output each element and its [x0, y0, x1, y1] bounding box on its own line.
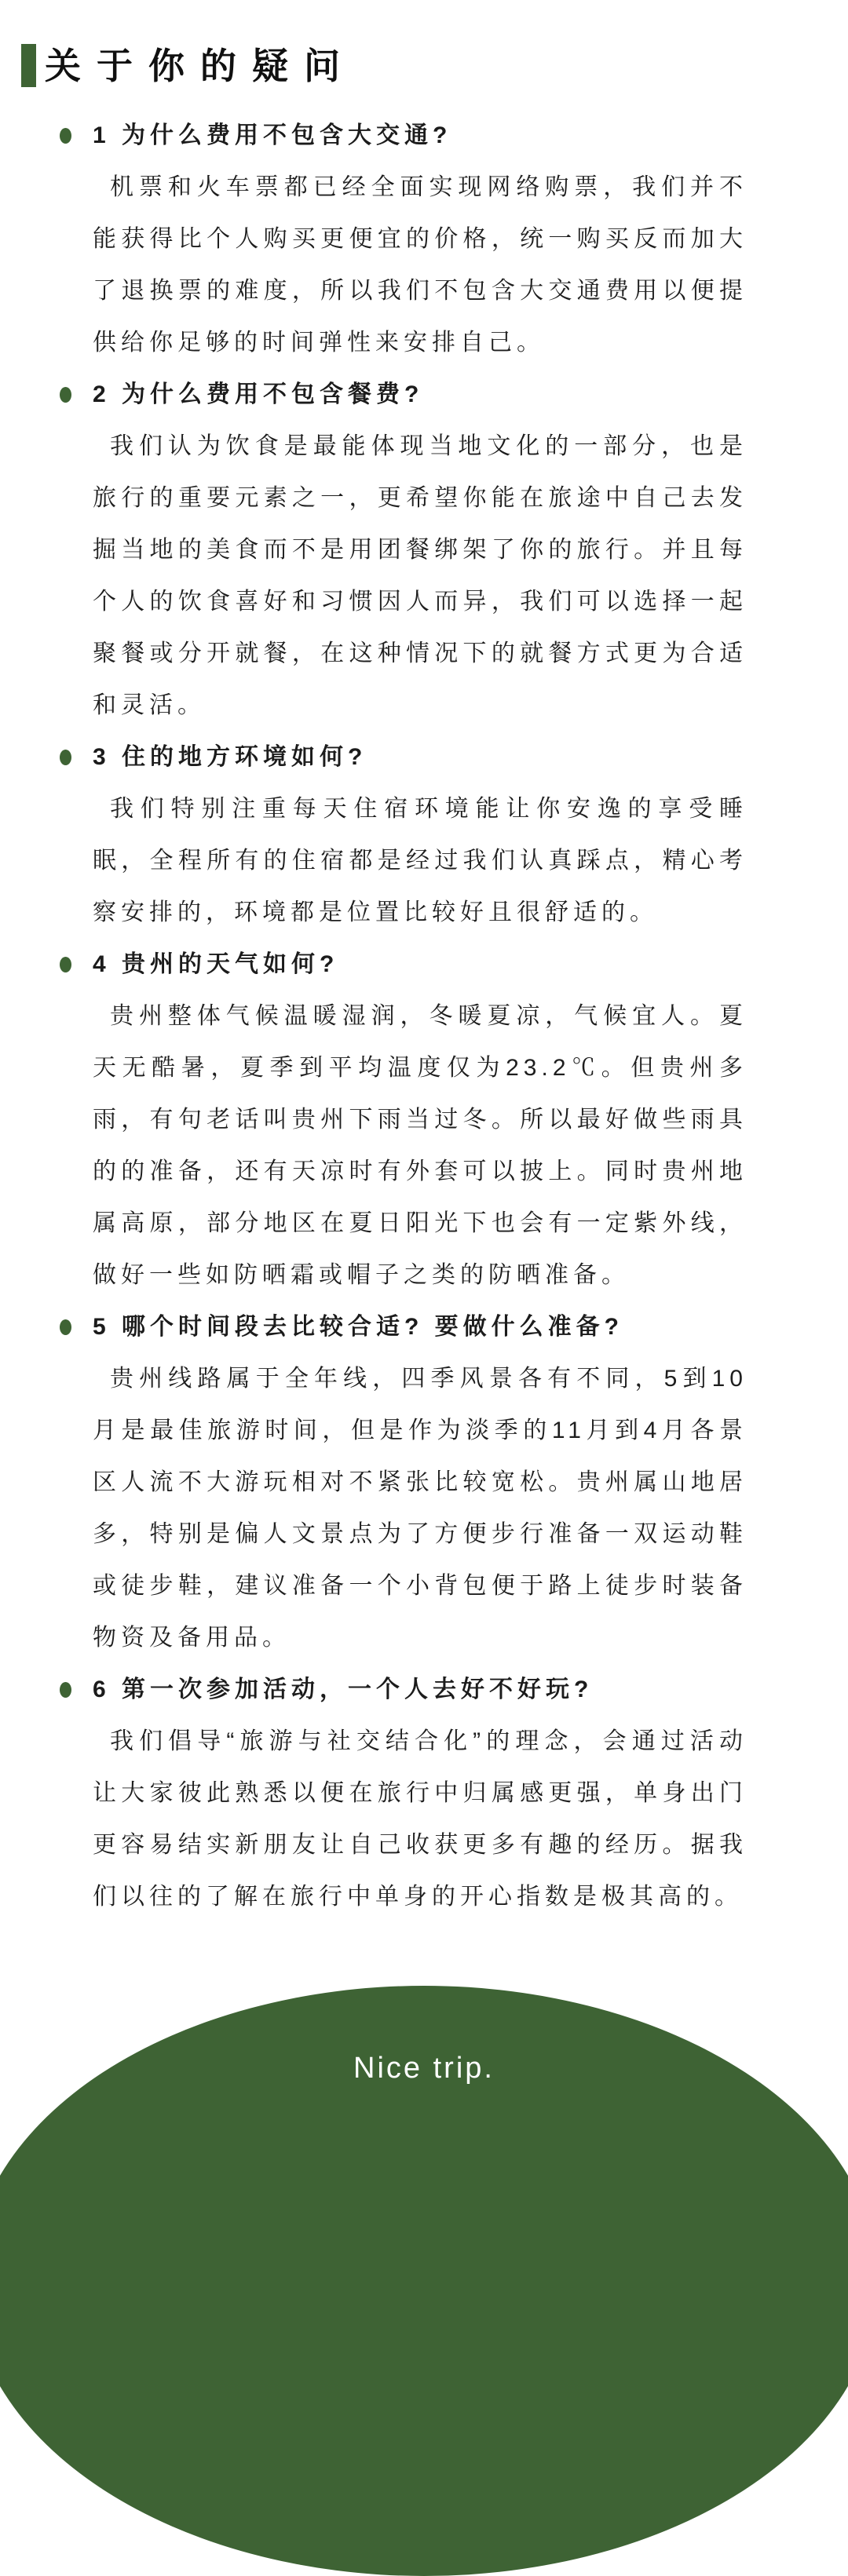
bullet-icon — [60, 1319, 71, 1335]
faq-item — [0, 110, 848, 369]
faq-question-text: 3 住的地方环境如何? — [93, 744, 367, 770]
page-title: 关于你的疑问 — [45, 46, 356, 86]
bullet-icon — [60, 128, 71, 144]
faq-answer: 我们倡导“旅游与社交结合化”的理念，会通过活动让大家彼此熟悉以便在旅行中归属感更强，单身出门更容易结实新朋友让自己收获更多有趣的经历。据我们以往的了解在旅行中单身的开心指数是极其高的。 — [93, 1728, 747, 1910]
header — [21, 44, 848, 88]
faq-answer: 贵州整体气候温暖湿润，冬暖夏凉，气候宜人。夏天无酷暑，夏季到平均温度仅为23.2℃。但贵州多雨，有句老话叫贵州下雨当过冬。所以最好做些雨具的的准备，还有天凉时有外套可以披上。同时贵州地属高原，部分地区在夏日阳光下也会有一定紫外线，做好一些如防晒霜或帽子之类的防晒准备。 — [93, 1003, 747, 1288]
footer-slogan: Nice trip. — [353, 2052, 495, 2085]
bullet-icon — [60, 387, 71, 403]
faq-item — [0, 369, 848, 732]
faq-answer: 贵州线路属于全年线，四季风景各有不同，5到10月是最佳旅游时间，但是作为淡季的11月到4月各景区人流不大游玩相对不紧张比较宽松。贵州属山地居多，特别是偏人文景点为了方便步行准备一双运动鞋或徒步鞋，建议准备一个小背包便于路上徒步时装备物资及备用品。 — [93, 1366, 747, 1651]
faq-question-text: 4 贵州的天气如何? — [93, 951, 339, 977]
title-accent-bar — [21, 44, 36, 87]
faq-item — [0, 939, 848, 1301]
faq-question — [0, 1664, 848, 1716]
faq-question-text: 2 为什么费用不包含餐费? — [93, 381, 424, 407]
faq-list — [0, 110, 848, 1923]
faq-question-text: 6 第一次参加活动，一个人去好不好玩? — [93, 1677, 594, 1702]
faq-question — [0, 939, 848, 991]
faq-answer: 我们认为饮食是最能体现当地文化的一部分，也是旅行的重要元素之一，更希望你能在旅途中自己去发掘当地的美食而不是用团餐绑架了你的旅行。并且每个人的饮食喜好和习惯因人而异，我们可以选择一起聚餐或分开就餐，在这种情况下的就餐方式更为合适和灵活。 — [93, 433, 747, 718]
faq-question-text: 1 为什么费用不包含大交通? — [93, 122, 452, 148]
faq-item — [0, 732, 848, 939]
faq-question — [0, 732, 848, 783]
bullet-icon — [60, 1682, 71, 1698]
faq-answer: 机票和火车票都已经全面实现网络购票，我们并不能获得比个人购买更便宜的价格，统一购买反而加大了退换票的难度，所以我们不包含大交通费用以便提供给你足够的时间弹性来安排自己。 — [93, 174, 747, 356]
faq-item — [0, 1664, 848, 1923]
faq-answer: 我们特别注重每天住宿环境能让你安逸的享受睡眠，全程所有的住宿都是经过我们认真踩点，精心考察安排的，环境都是位置比较好且很舒适的。 — [93, 796, 747, 925]
faq-item — [0, 1301, 848, 1664]
faq-question-text: 5 哪个时间段去比较合适? 要做什么准备? — [93, 1314, 624, 1340]
bullet-icon — [60, 957, 71, 972]
faq-question — [0, 110, 848, 162]
faq-question — [0, 1301, 848, 1353]
faq-question — [0, 369, 848, 421]
bullet-icon — [60, 750, 71, 765]
